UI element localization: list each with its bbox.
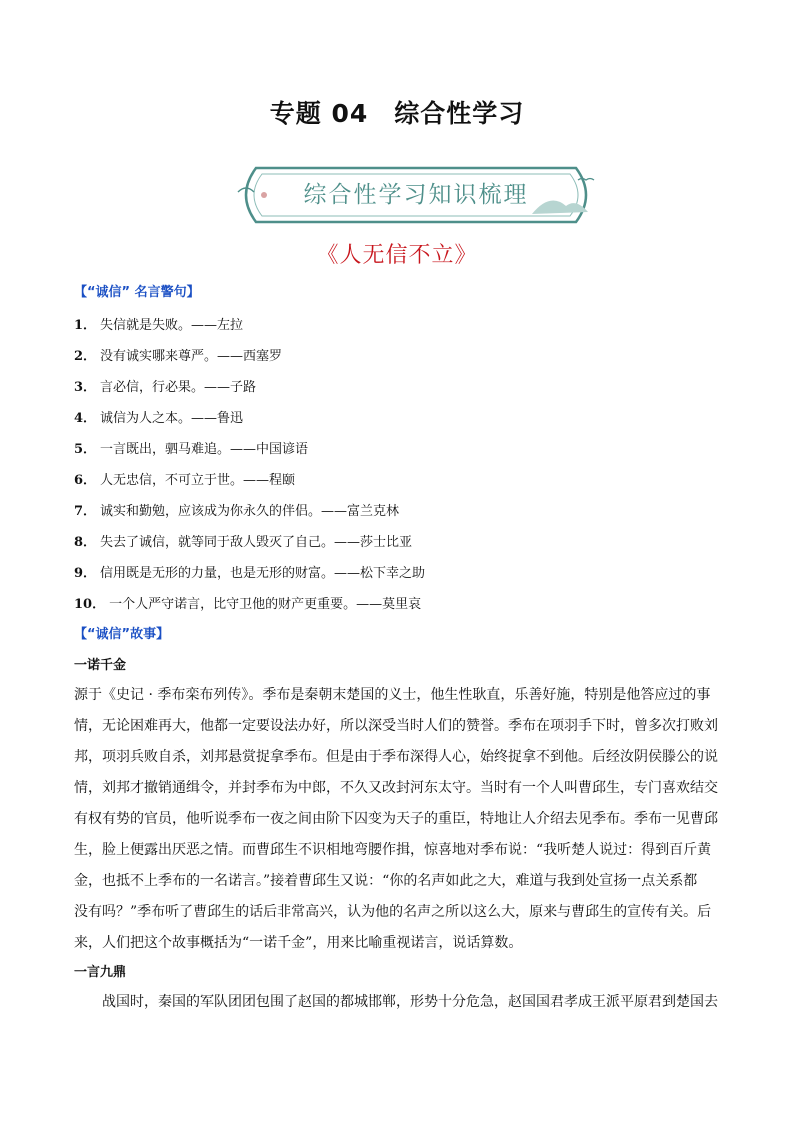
section-banner bbox=[232, 162, 600, 228]
quote-item bbox=[74, 527, 720, 558]
stories-heading: 【“诚信”故事】 bbox=[74, 627, 170, 642]
quote-number: 3． bbox=[74, 380, 97, 395]
banner-title: 综合性学习知识梳理 bbox=[303, 182, 529, 208]
quote-number: 9． bbox=[74, 566, 97, 581]
page-title: 专题 04 综合性学习 bbox=[269, 99, 525, 128]
story-paragraph bbox=[74, 987, 720, 1018]
quote-item bbox=[74, 434, 720, 465]
quote-text: 言必信，行必果。——子路 bbox=[100, 380, 257, 395]
story-line: 情，无论困难再大，他都一定要设法办好，所以深受当时人们的赞誉。季布在项羽手下时，曾多次打败刘 bbox=[74, 718, 718, 734]
quote-number: 10． bbox=[74, 597, 106, 612]
quote-text: 失去了诚信，就等同于敌人毁灭了自己。——莎士比亚 bbox=[100, 535, 413, 550]
quote-number: 7． bbox=[74, 504, 97, 519]
quote-text: 诚实和勤勉，应该成为你永久的伴侣。——富兰克林 bbox=[100, 504, 400, 519]
quote-text: 一个人严守诺言，比守卫他的财产更重要。——莫里哀 bbox=[109, 597, 422, 612]
quote-item bbox=[74, 341, 720, 372]
quote-item bbox=[74, 372, 720, 403]
story-line: 金，也抵不上季布的一名诺言。”接着曹邱生又说：“你的名声如此之大，难道与我到处宣扬一点关系都 bbox=[74, 873, 698, 889]
story-line: 邦，项羽兵败自杀，刘邦悬赏捉拿季布。但是由于季布深得人心，始终捉拿不到他。后经汝阴侯滕公的说 bbox=[74, 749, 718, 765]
quote-number: 4． bbox=[74, 411, 97, 426]
story-line: 没有吗？”季布听了曹邱生的话后非常高兴，认为他的名声之所以这么大，原来与曹邱生的宣传有关。后 bbox=[74, 904, 712, 920]
quote-number: 1． bbox=[74, 318, 97, 333]
quote-item bbox=[74, 403, 720, 434]
quote-text: 诚信为人之本。——鲁迅 bbox=[100, 411, 244, 426]
quote-text: 没有诚实哪来尊严。——西塞罗 bbox=[100, 349, 283, 364]
quote-number: 8． bbox=[74, 535, 97, 550]
quote-text: 失信就是失败。——左拉 bbox=[100, 318, 244, 333]
story-title: 一言九鼎 bbox=[74, 965, 127, 980]
topic-title: 《人无信不立》 bbox=[316, 243, 478, 268]
story-line: 来，人们把这个故事概括为“一诺千金”，用来比喻重视诺言，说话算数。 bbox=[74, 935, 523, 951]
story-line: 生，脸上便露出厌恶之情。而曹邱生不识相地弯腰作揖，惊喜地对季布说：“我听楚人说过：得到百斤黄 bbox=[74, 842, 712, 858]
quote-item bbox=[74, 496, 720, 527]
story-title: 一诺千金 bbox=[74, 658, 127, 673]
quote-number: 2． bbox=[74, 349, 97, 364]
content-body bbox=[74, 282, 720, 1018]
story-line: 情，刘邦才撤销通缉令，并封季布为中郎，不久又改封河东太守。当时有一个人叫曹邱生，专门喜欢结交 bbox=[74, 780, 718, 796]
story-line: 源于《史记 · 季布栾布列传》。季布是秦朝末楚国的义士，他生性耿直，乐善好施，特别是他答应过的事 bbox=[74, 687, 711, 703]
quote-text: 信用既是无形的力量，也是无形的财富。——松下幸之助 bbox=[100, 566, 426, 581]
quote-text: 人无忠信，不可立于世。——程颐 bbox=[100, 473, 296, 488]
quote-item bbox=[74, 465, 720, 496]
quote-number: 6． bbox=[74, 473, 97, 488]
quote-item bbox=[74, 589, 720, 620]
story-line: 战国时，秦国的军队团团包围了赵国的都城邯郸，形势十分危急，赵国国君孝成王派平原君到楚国去 bbox=[102, 994, 718, 1010]
quote-number: 5． bbox=[74, 442, 97, 457]
quote-item bbox=[74, 310, 720, 341]
story-line: 有权有势的官员，他听说季布一夜之间由阶下囚变为天子的重臣，特地让人介绍去见季布。季布一见曹邱 bbox=[74, 811, 718, 827]
quotes-heading: 【“诚信” 名言警句】 bbox=[74, 285, 200, 300]
story-paragraph bbox=[74, 680, 720, 959]
quote-text: 一言既出，驷马难追。——中国谚语 bbox=[100, 442, 309, 457]
quote-item bbox=[74, 558, 720, 589]
